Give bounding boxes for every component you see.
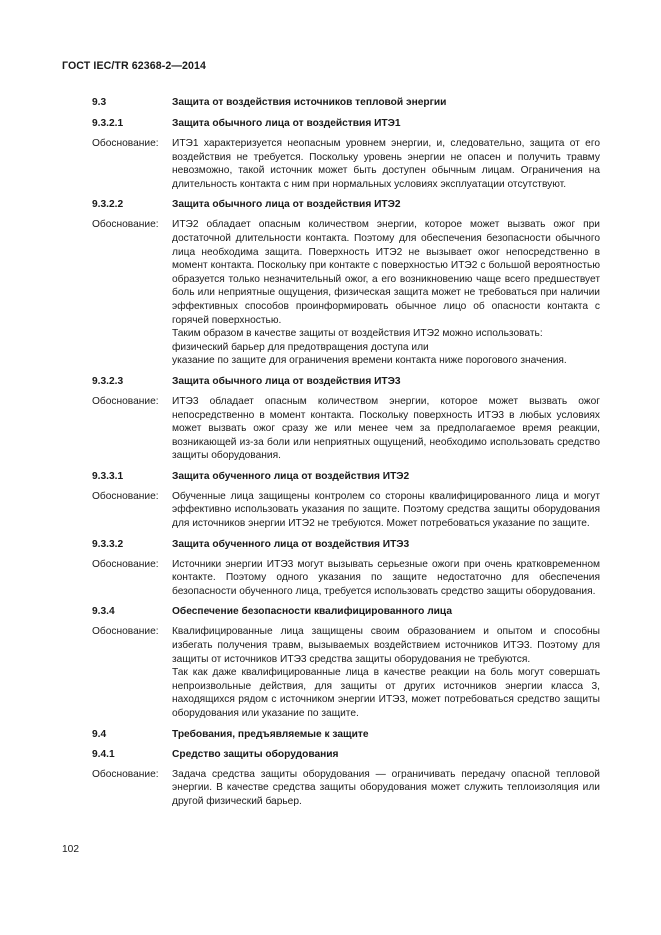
justification-block [92, 395, 600, 463]
justification-label: Обоснование: [92, 558, 159, 570]
justification-text [172, 490, 600, 531]
section-title: Защита от воздействия источников тепловой энергии [172, 97, 447, 108]
paragraph: Так как даже квалифицированные лица в качестве реакции на боль могут совершать непроизвольные действия, для защиты от других источников энергии класса 3, находящихся рядом с источником энергии ИТЭ3, может потребоваться средство защиты оборудования или указание по защите. [172, 667, 600, 719]
section-heading-9-3-2-1 [92, 117, 600, 130]
section-number: 9.4.1 [92, 748, 115, 760]
section-heading-9-3-3-2 [92, 538, 600, 551]
section-number: 9.3.2.3 [92, 375, 124, 387]
paragraph: указание по защите для ограничения времени контакта ниже порогового значения. [172, 355, 567, 367]
paragraph: Квалифицированные лица защищены своим образованием и опытом и способны избегать получения травм, вызываемых воздействием источников ИТЭ3. Поэтому для защиты от источников ИТЭ3 средства защиты оборудования не требуются. [172, 626, 600, 665]
justification-label: Обоснование: [92, 626, 159, 638]
section-title: Защита обученного лица от воздействия ИТЭ2 [172, 470, 410, 482]
justification-text [172, 218, 600, 368]
justification-block [92, 558, 600, 599]
justification-block [92, 625, 600, 720]
section-number: 9.3 [92, 97, 107, 108]
document-header: ГОСТ IEC/TR 62368-2—2014 [62, 60, 207, 72]
section-heading-9-4 [92, 728, 600, 741]
justification-label: Обоснование: [92, 395, 159, 407]
paragraph: ИТЭ3 обладает опасным количеством энергии, которое может вызвать ожог непосредственно в момент контакта. Поскольку поверхность ИТЭ3 в любых условиях может вызвать ожог сразу же или менее чем за предполагаемое время реакции, возникающей из-за боли или неприятных ощущений, необходимо использовать средство защиты оборудования. [172, 395, 600, 462]
section-title: Защита обычного лица от воздействия ИТЭ1 [172, 118, 401, 129]
section-title: Защита обученного лица от воздействия ИТЭ3 [172, 538, 410, 550]
page-number: 102 [62, 844, 79, 855]
paragraph: Таким образом в качестве защиты от воздействия ИТЭ2 можно использовать: [172, 328, 543, 340]
justification-block [92, 768, 600, 809]
paragraph: физический барьер для предотвращения доступа или [172, 341, 429, 353]
section-heading-9-4-1 [92, 748, 600, 761]
section-heading-9-3-3-1 [92, 470, 600, 483]
page-content [92, 96, 600, 808]
section-number: 9.3.3.2 [92, 538, 124, 550]
paragraph: ИТЭ2 обладает опасным количеством энергии, которое может вызвать ожог при достаточной длительности контакта. Поэтому для обеспечения безопасности обычного лица необходима защита. Поверхность ИТЭ2 не вызывает ожог непосредственно в момент контакта. Поскольку при контакте с поверхностью ИТЭ2 с большой вероятностью образуется только незначительный ожог, а его возникновению чаще всего предшествует боль или неприятные ощущения, физическая защита может не требоваться при наличии эффективных способов проинформировать обычное лицо об опасности контакта с горячей поверхностью. [172, 219, 600, 326]
justification-text [172, 558, 600, 599]
section-heading-9-3-2-2 [92, 198, 600, 211]
section-number: 9.4 [92, 728, 107, 740]
section-title: Требования, предъявляемые к защите [172, 728, 369, 740]
section-title: Обеспечение безопасности квалифицированного лица [172, 606, 452, 618]
justification-label: Обоснование: [92, 768, 159, 780]
justification-block [92, 490, 600, 531]
section-number: 9.3.3.1 [92, 470, 124, 482]
paragraph: Обученные лица защищены контролем со стороны квалифицированного лица и могут эффективно использовать указания по защите. Поэтому средства защиты оборудования для источников энергии ИТЭ2 не требуются. Может потребоваться указание по защите. [172, 490, 600, 530]
paragraph: Задача средства защиты оборудования — ограничивать передачу опасной тепловой энергии. В качестве средства защиты оборудования может служить теплоизоляция или другой физический барьер. [172, 768, 600, 807]
paragraph: Источники энергии ИТЭ3 могут вызывать серьезные ожоги при очень кратковременном контакте. Поэтому одного указания по защите недостаточно для обеспечения безопасности обученного лица, требуется использовать средство защиты оборудования. [172, 558, 600, 597]
justification-block [92, 137, 600, 191]
justification-text [172, 625, 600, 720]
section-heading-9-3-2-3 [92, 375, 600, 388]
section-heading-9-3-4 [92, 605, 600, 618]
justification-text [172, 137, 600, 191]
justification-text [172, 768, 600, 809]
section-number: 9.3.2.1 [92, 118, 124, 129]
justification-label: Обоснование: [92, 138, 159, 149]
paragraph: ИТЭ1 характеризуется неопасным уровнем энергии, и, следовательно, защита от его воздействия не требуется. Поскольку уровень энергии не опасен и получить травму невозможно, такой источник может быть доступен обычным лицам. Ограничения на длительность контакта с ним при нормальных условиях эксплуатации отсутствуют. [172, 138, 600, 190]
section-title: Защита обычного лица от воздействия ИТЭ2 [172, 199, 401, 211]
section-title: Защита обычного лица от воздействия ИТЭ3 [172, 375, 401, 387]
section-number: 9.3.2.2 [92, 199, 124, 211]
section-title: Средство защиты оборудования [172, 748, 339, 760]
justification-block [92, 218, 600, 368]
section-heading-9-3 [92, 96, 600, 109]
justification-label: Обоснование: [92, 490, 159, 502]
justification-text [172, 395, 600, 463]
justification-label: Обоснование: [92, 219, 159, 231]
section-number: 9.3.4 [92, 606, 115, 618]
